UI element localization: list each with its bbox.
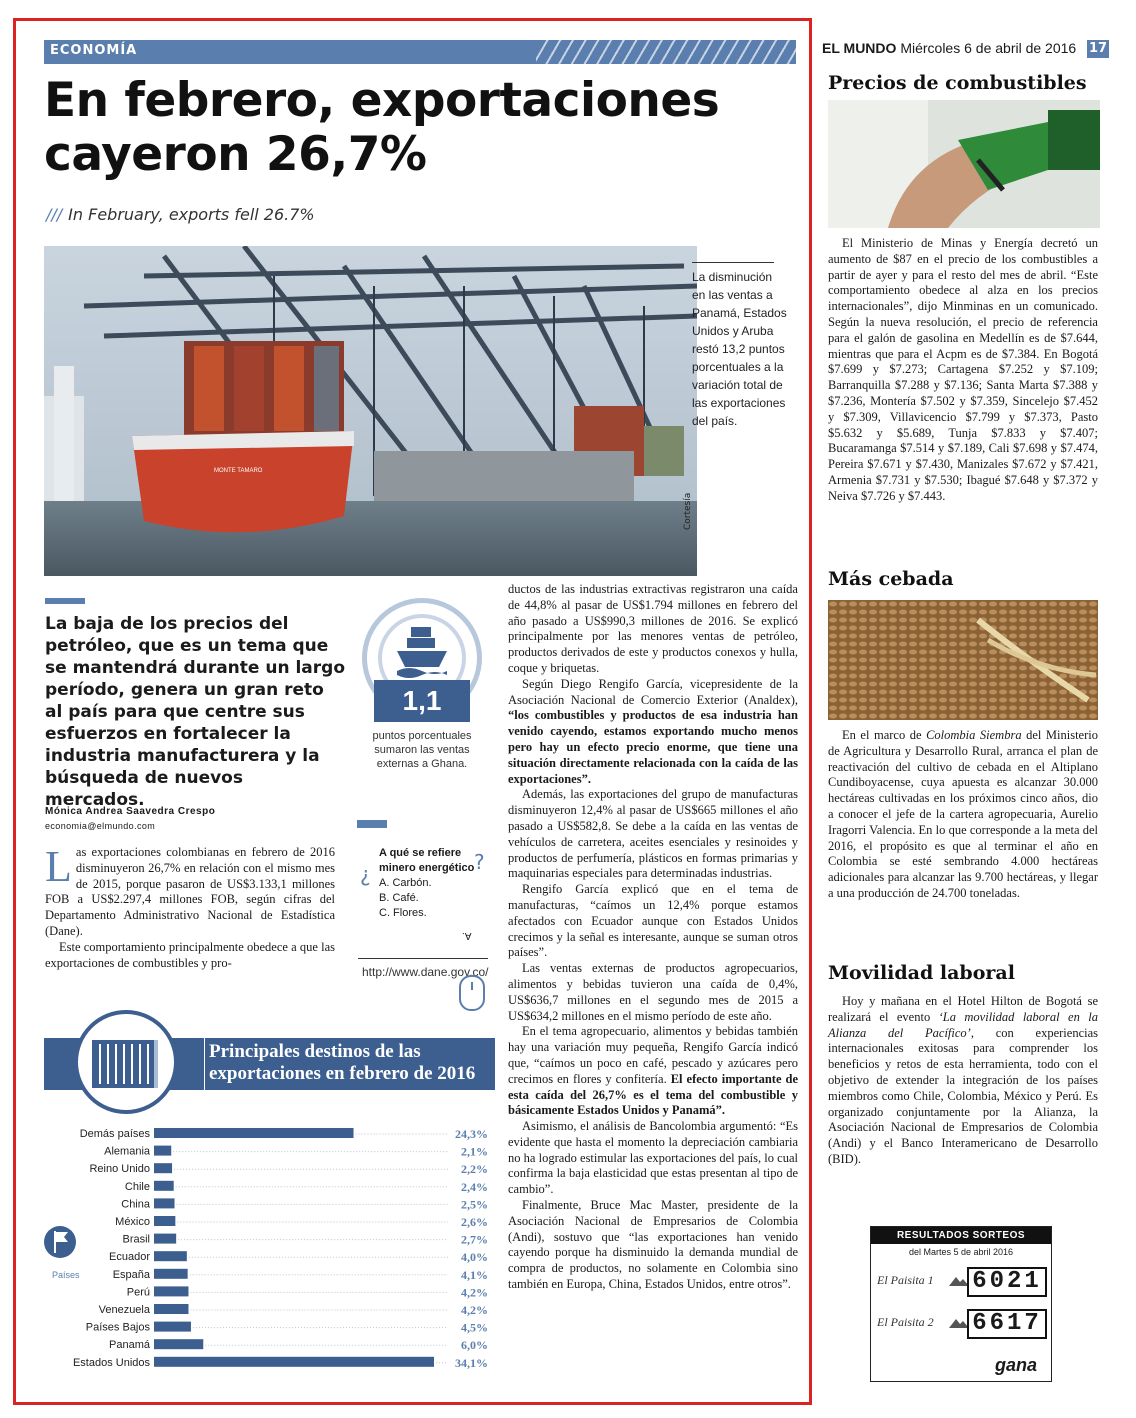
bar	[154, 1251, 187, 1261]
stat-value: 1,1	[374, 680, 470, 722]
bar-category-label: Demás países	[79, 1128, 150, 1140]
c3-p6-text: En el tema agropecuario, alimentos y bebidas también hay una variación muy pequeña, Rengifo García indicó que, “caímos un poco en café, pescado y azúcares pero crecimos en flores y confitería.	[508, 1024, 798, 1086]
bar-category-label: México	[115, 1216, 150, 1228]
bar	[154, 1339, 203, 1349]
byline: Mónica Andrea Saavedra Crespo	[45, 806, 216, 817]
labor-heading: Movilidad laboral	[828, 962, 1015, 984]
bar	[154, 1269, 188, 1279]
bar	[154, 1128, 354, 1138]
lottery-draw-1-number: 6021	[967, 1267, 1047, 1297]
lottery-draw-1-name: El Paisita 1	[877, 1273, 934, 1287]
photo-credit: Cortesía	[683, 492, 693, 530]
bar-category-label: Brasil	[122, 1233, 150, 1246]
bar-value-label: 4,1%	[461, 1267, 488, 1282]
c3-paragraph-6	[508, 1024, 798, 1119]
bar	[154, 1234, 176, 1244]
port-photo	[44, 246, 697, 576]
c3-paragraph-2	[508, 677, 798, 788]
bar-value-label: 2,7%	[461, 1232, 488, 1247]
bar	[154, 1322, 191, 1332]
bar-category-label: Ecuador	[109, 1251, 150, 1264]
barley-text-a: En el marco de	[842, 728, 927, 742]
bar-value-label: 6,0%	[461, 1338, 488, 1353]
bar-category-label: Países Bajos	[85, 1321, 150, 1334]
stat-caption: puntos porcentuales sumaron las ventas externas a Ghana.	[372, 730, 472, 770]
link-rule	[358, 958, 488, 959]
masthead	[822, 40, 1112, 56]
english-subtitle	[46, 205, 315, 224]
question-close-icon: ?	[474, 850, 485, 874]
subtitle-text: In February, exports fell 26.7%	[68, 205, 315, 224]
barley-text-b: del Ministerio de Agricultura y Desarrollo Rural, arranca el plan de reactivación del cultivo de cebada en el Altiplano Cundiboyacense, cuya apuesta es alcanzar 30.000 hectáreas cultivadas en los próximos cinco años, dio a conocer el jefe de la cartera agropecuaria, Aurelio Iragorri Valencia. En lo que corresponde a la meta del 2016, el propósito es que al terminar el año en Colombia se esté sembrando 4.000 hectáreas adicionales para alcanzar las 9.700 hectáreas, y llegar a una producción de 24.700 toneladas.	[828, 728, 1098, 900]
c3-paragraph-4: Rengifo García explicó que en el tema de manufacturas, “caímos un 12,4% porque estamos afectados con Ecuador aunque con Estados Unidos crecimos y la señal es interesante, aunque se suman otros países”.	[508, 882, 798, 960]
quiz-option-a: A. Carbón.	[379, 877, 432, 889]
dane-link[interactable]: http://www.dane.gov.co/	[362, 965, 489, 979]
quiz-option-c: C. Flores.	[379, 907, 427, 919]
c3-paragraph-7: Asimismo, el análisis de Bancolombia argumentó: “Es evidente que hasta el momento la depreciación cambiaria no ha logrado estimular las exportaciones del país, lo cual confirma la baja elasticidad que estas presentan al tipo de cambio”.	[508, 1119, 798, 1197]
chart-title: Principales destinos de las exportaciones en febrero de 2016	[205, 1038, 495, 1090]
chart-header-graphic	[44, 1010, 204, 1120]
c3-p2-quote: “los combustibles y productos de esa industria han venido cayendo, estamos exportando mucho menos pero hay un efecto precio enorme, que tiene una situación directamente relacionada con la caída de las exportaciones”.	[508, 708, 798, 786]
bar	[154, 1146, 171, 1156]
author-email[interactable]: economia@elmundo.com	[45, 821, 156, 831]
caption-rule	[692, 262, 774, 263]
bar-value-label: 24,3%	[455, 1127, 488, 1141]
bar	[154, 1181, 174, 1191]
body-paragraph-1-text: as exportaciones colombianas en febrero de 2016 disminuyeron 26,7% en relación con el mismo mes de 2015, porque pasaron de US$3.133,1 millones FOB a US$2.297,4 millones FOB, según cifras del Departamento Administrativo Nacional de Estadística (Dane).	[45, 845, 335, 938]
labor-text-b: , con experiencias internacionales exitosas para comprender los beneficios y retos de esta herramienta, todo con el objetivo de extender la integración de los países miembros como Chile, Colombia, México y Perú. Es organizado conjuntamente por la Alianza, la Asociación Nacional de Empresarios de Colombia (Andi) y el Banco Interamericano de Desarrollo (BID).	[828, 1025, 1099, 1166]
quiz-question: A qué se refiere minero energético	[379, 847, 475, 874]
lottery-draw-2-number: 6617	[967, 1309, 1047, 1339]
barley-article	[828, 728, 1098, 902]
lottery-draw-2-name: El Paisita 2	[877, 1315, 934, 1329]
quiz-option-b: B. Café.	[379, 892, 419, 904]
body-paragraph-2: Este comportamiento principalmente obedece a que las exportaciones de combustibles y pro-	[45, 939, 335, 970]
c3-p2-text: Según Diego Rengifo García, vicepresidente de la Asociación Nacional de Comercio Exterior (Analdex),	[508, 676, 798, 707]
bar-category-label: España	[112, 1268, 150, 1281]
mountain-icon	[949, 1315, 969, 1327]
lead-paragraph: La baja de los precios del petróleo, que es un tema que se mantendrá durante un largo período, genera un gran reto al país para que centre sus esfuerzos en fortalecer la industria manufacturera y la búsqueda de nuevos mercados.	[45, 614, 346, 810]
bar-value-label: 2,4%	[461, 1179, 488, 1194]
dropcap: L	[45, 842, 72, 891]
c3-paragraph-1: ductos de las industrias extractivas registraron una caída de 44,8% al pasar de US$1.794 millones en febrero del año pasado a US$990,3 millones de 2016. Se explicó principalmente por las menores ventas de petróleo, productos derivados de este y productos conexos y hulla, coque y briquetas.	[508, 582, 798, 675]
barley-paragraph	[828, 728, 1098, 902]
port-photo-illustration	[44, 246, 697, 576]
bar-value-label: 4,5%	[461, 1320, 488, 1335]
bar-category-label: Alemania	[104, 1145, 150, 1158]
exports-bar-chart	[44, 1122, 496, 1382]
bar	[154, 1357, 434, 1367]
bar-value-label: 2,2%	[461, 1162, 488, 1177]
quiz-box	[379, 846, 494, 921]
bar-category-label: China	[121, 1198, 150, 1211]
bar	[154, 1304, 188, 1314]
gana-logo: gana	[995, 1355, 1038, 1375]
question-icon: ¿	[360, 862, 371, 886]
fuel-nozzle-photo	[828, 100, 1100, 228]
mouse-icon	[459, 975, 485, 1011]
barley-heading: Más cebada	[828, 568, 954, 590]
bar	[154, 1163, 172, 1173]
c3-paragraph-3: Además, las exportaciones del grupo de manufacturas disminuyeron 12,4% al pasar de US$665 millones el año pasado a US$582,8. Se debe a la caída en las ventas de vehículos de carretera, aceites esenciales y resinoides y productos de perfumería, plásticos en formas primarias y maquinarias especiales para determinadas industrias.	[508, 787, 798, 881]
photo-caption: La disminución en las ventas a Panamá, Estados Unidos y Aruba restó 13,2 puntos porcentuales a la variación total de las exportaciones del país.	[692, 270, 787, 428]
bar	[154, 1216, 175, 1226]
bar-category-label: Chile	[124, 1180, 150, 1193]
bar-category-label: Panamá	[109, 1339, 150, 1352]
labor-text-em: ‘La movilidad laboral en la Alianza del Pacífico’	[828, 1009, 1098, 1040]
section-stripes	[536, 40, 796, 64]
bar-category-label: Perú	[126, 1286, 150, 1299]
fuel-heading: Precios de combustibles	[828, 72, 1087, 94]
bar-category-label: Reino Unido	[89, 1163, 150, 1176]
c3-p6-bold: El efecto importante de esta caída del 26,7% es el tema del combustible y básicamente Estados Unidos y Panamá”.	[508, 1071, 799, 1118]
c3-paragraph-8: Finalmente, Bruce Mac Master, presidente de la Asociación Nacional de Empresarios de Colombia (Andi), sostuvo que “las exportaciones han venido cayendo porque ha disminuido la demanda mundial de compra de productos, no solamente en Colombia sino también en Europa, China, Estados Unidos, entre otros”.	[508, 1198, 798, 1292]
ship-name-text: MONTE TAMARO	[214, 468, 263, 474]
body-column-1	[45, 842, 335, 971]
lottery-date: del Martes 5 de abril 2016	[908, 1247, 1014, 1257]
page-number: 17	[1088, 41, 1108, 56]
bar-category-label: Estados Unidos	[72, 1356, 150, 1369]
lottery-title: RESULTADOS SORTEOS	[871, 1227, 1051, 1244]
mountain-icon	[949, 1273, 969, 1285]
bar	[154, 1198, 175, 1208]
paper-name: EL MUNDO	[822, 40, 897, 56]
bar	[154, 1286, 188, 1296]
container-icon	[44, 1010, 204, 1120]
bar-value-label: 2,5%	[461, 1197, 488, 1212]
bar-value-label: 4,2%	[461, 1285, 488, 1300]
chart-axis-label: Países	[52, 1270, 80, 1280]
c3-paragraph-5: Las ventas externas de productos agropecuarios, alimentos y bebidas tuvieron una caída de 0,4%, US$636,7 millones en el segundo mes de 2015 a US$634,2 millones en el mismo período de este año.	[508, 961, 798, 1023]
headline: En febrero, exportaciones cayeron 26,7%	[44, 73, 720, 182]
fuel-paragraph: El Ministerio de Minas y Energía decretó un aumento de $87 en el precio de los combustibles a partir de ayer y para el resto del mes de abril. “Este comportamiento obedece al alza en los precios internacionales”, dijo Minminas en un comunicado. Según la nueva resolución, el precio de referencia para el galón de gasolina en Medellín es de $7.644, mientras que para el Acpm es de $7.384. En Bogotá $7.699 y $7.273; Cartagena $7.252 y $7.109; Barranquilla $7.288 y $7.136; Santa Marta $7.388 y $7.236, Montería $7.502 y $7.359, Sincelejo $7.452 y $7.309, Villavicencio $7.799 y $7.373, Pasto $5.632 y $5.689, Tunja $7.833 y $7.407; Bucaramanga $7.514 y $7.189, Cali $7.698 y $7.474, Pereira $7.671 y $7.430, Manizales $7.672 y $7.421, Armenia $7.731 y $7.530; Ibagué $7.648 y $7.372 y Neiva $7.726 y $7.443.	[828, 236, 1098, 503]
bar-value-label: 2,1%	[461, 1144, 488, 1159]
quiz-answer: A.	[462, 930, 472, 941]
bar-value-label: 2,6%	[461, 1215, 488, 1229]
barley-photo	[828, 600, 1098, 720]
section-label: ECONOMÍA	[50, 43, 138, 58]
fuel-article	[828, 236, 1098, 505]
labor-text-a: Hoy y mañana en el Hotel Hilton de Bogotá se realizará el evento	[828, 994, 1098, 1024]
lottery-results	[870, 1226, 1052, 1382]
quiz-bar	[357, 820, 387, 828]
edition-date: Miércoles 6 de abril de 2016	[900, 40, 1077, 56]
labor-paragraph	[828, 994, 1098, 1168]
body-column-3	[508, 582, 798, 1293]
lead-bar	[45, 598, 85, 604]
body-paragraph-1	[45, 842, 335, 940]
bar-value-label: 4,0%	[461, 1250, 488, 1265]
subtitle-marks: ///	[46, 205, 63, 224]
bar-value-label: 4,2%	[461, 1303, 488, 1317]
barley-text-em: Colombia Siembra	[926, 728, 1022, 742]
labor-article	[828, 994, 1098, 1168]
bar-value-label: 34,1%	[455, 1355, 488, 1370]
section-tab	[44, 40, 796, 64]
bar-category-label: Venezuela	[98, 1304, 150, 1316]
